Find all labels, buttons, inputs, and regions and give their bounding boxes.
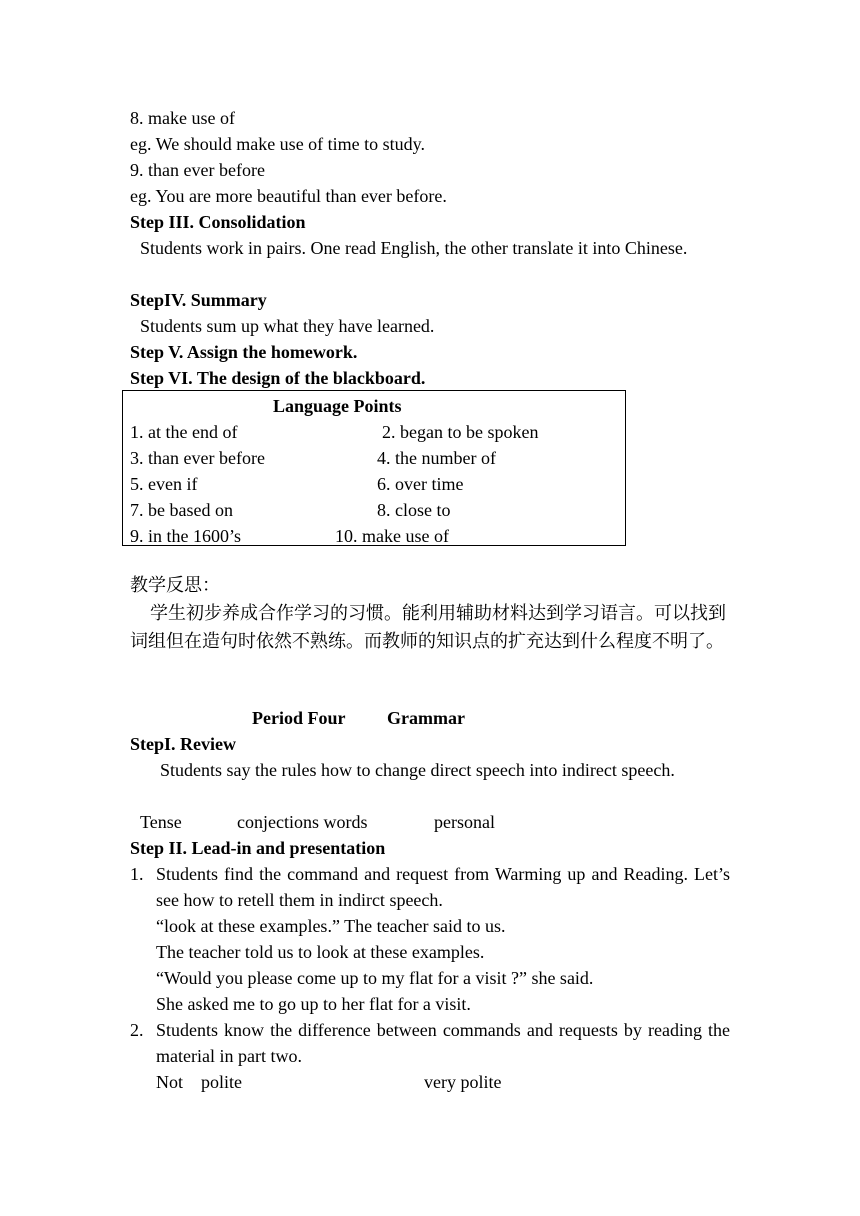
section-heading: Step V. Assign the homework. [130, 342, 358, 362]
table-cell: 5. even if [130, 474, 198, 494]
list-number: 2. [130, 1020, 144, 1040]
paragraph: Students sum up what they have learned. [140, 316, 435, 336]
example-line: “look at these examples.” The teacher said to us. [156, 916, 506, 936]
paragraph: Students work in pairs. One read English, the other translate it into Chinese. [140, 238, 688, 258]
period-subtitle: Grammar [387, 708, 465, 728]
paragraph: Students say the rules how to change direct speech into indirect speech. [160, 760, 675, 780]
list-number: 1. [130, 864, 144, 884]
text-line: eg. You are more beautiful than ever before. [130, 186, 447, 206]
blackboard-title: Language Points [273, 396, 402, 416]
section-heading: StepI. Review [130, 734, 236, 754]
table-cell: 4. the number of [377, 448, 496, 468]
text-line: 9. than ever before [130, 160, 265, 180]
list-item: Students know the difference between commands and requests by reading the material in part two. [156, 1020, 730, 1066]
text-line: 8. make use of [130, 108, 235, 128]
section-heading: Step III. Consolidation [130, 212, 306, 232]
reflection-title: 教学反思： [130, 575, 220, 596]
period-title: Period Four [252, 708, 346, 728]
text-line: eg. We should make use of time to study. [130, 134, 426, 154]
section-heading: Step VI. The design of the blackboard. [130, 368, 426, 388]
scale-label: very polite [424, 1072, 502, 1092]
review-term: Tense [140, 812, 182, 832]
example-line: The teacher told us to look at these examples. [156, 942, 485, 962]
reflection-text: 学生初步养成合作学习的习惯。能利用辅助材料达到学习语言。可以找到词组但在造句时依然不熟练。而教师的知识点的扩充达到什么程度不明了。 [130, 603, 726, 652]
example-line: She asked me to go up to her flat for a visit. [156, 994, 471, 1014]
blackboard-table [122, 390, 626, 546]
list-item: Students find the command and request from Warming up and Reading. Let’s see how to retell them in indirct speech. [156, 864, 730, 910]
table-cell: 2. began to be spoken [382, 422, 539, 442]
table-cell: 8. close to [377, 500, 451, 520]
scale-label: Not polite [156, 1072, 242, 1092]
section-heading: Step II. Lead-in and presentation [130, 838, 386, 858]
table-cell: 6. over time [377, 474, 464, 494]
table-cell: 9. in the 1600’s [130, 526, 241, 546]
table-cell: 3. than ever before [130, 448, 265, 468]
table-cell: 10. make use of [335, 526, 449, 546]
table-cell: 1. at the end of [130, 422, 238, 442]
review-term: personal [434, 812, 495, 832]
table-cell: 7. be based on [130, 500, 233, 520]
example-line: “Would you please come up to my flat for a visit ?” she said. [156, 968, 594, 988]
review-term: conjections words [237, 812, 368, 832]
section-heading: StepIV. Summary [130, 290, 267, 310]
